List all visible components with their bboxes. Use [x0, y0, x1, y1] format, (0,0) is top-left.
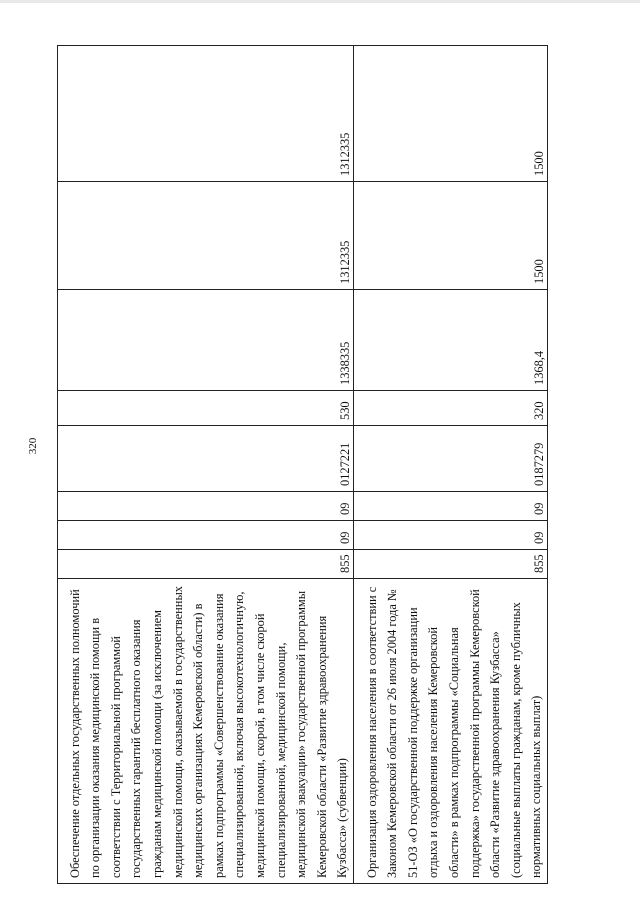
scan-edge — [0, 0, 640, 3]
rotated-table-container — [57, 46, 547, 884]
budget-table — [57, 45, 548, 884]
table-row — [354, 46, 548, 884]
ministry-code: 855 — [354, 550, 548, 579]
row-description: Организация оздоровления населения в соответствии с Законом Кемеровской области от 26 июля 2004 года № 51-ОЗ «О государственной поддержке организации отдыха и оздоровления населения Кемеровской области» в рамках подпрограммы «Социальная поддержка» государственной программы Кемеровской области «Развитие здравоохранения Кузбасса» (социальные выплаты гражданам, кроме публичных нормативных социальных выплат) — [354, 579, 548, 884]
amount-year-2: 1312335 — [58, 182, 354, 290]
subsection-code: 09 — [354, 492, 548, 521]
row-description: Обеспечение отдельных государственных полномочий по организации оказания медицинской помощи в соответствии с Территориальной программой государственных гарантий бесплатного оказания гражданам медицинской помощи (за исключением медицинской помощи, оказываемой в государственных медицинских организациях Кемеровской области) в рамках подпрограммы «Совершенствование оказания специализированной, включая высокотехнологичную, медицинской помощи, скорой, в том числе скорой специализированной, медицинской помощи, медицинской эвакуации» государственной программы Кемеровской области «Развитие здравоохранения Кузбасса» (субвенции) — [58, 579, 354, 884]
target-article-code: 0187279 — [354, 426, 548, 492]
expense-type-code: 320 — [354, 391, 548, 426]
amount-year-3: 1500 — [354, 46, 548, 182]
target-article-code: 0127221 — [58, 426, 354, 492]
amount-year-1: 1338335 — [58, 290, 354, 391]
table-row — [58, 46, 354, 884]
section-code: 09 — [58, 521, 354, 550]
amount-year-1: 1368,4 — [354, 290, 548, 391]
page-number: 320 — [27, 437, 39, 455]
ministry-code: 855 — [58, 550, 354, 579]
amount-year-2: 1500 — [354, 182, 548, 290]
section-code: 09 — [354, 521, 548, 550]
subsection-code: 09 — [58, 492, 354, 521]
expense-type-code: 530 — [58, 391, 354, 426]
amount-year-3: 1312335 — [58, 46, 354, 182]
